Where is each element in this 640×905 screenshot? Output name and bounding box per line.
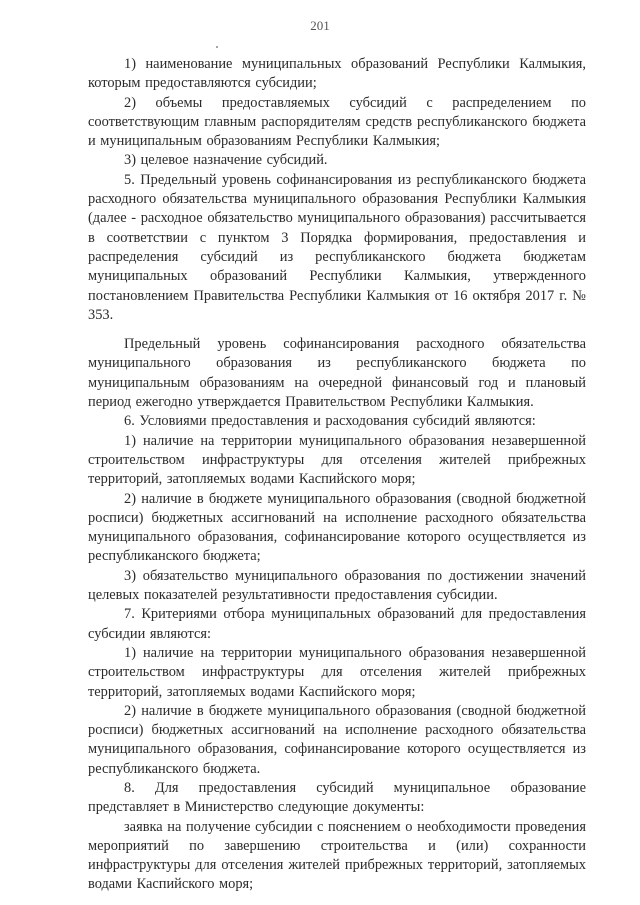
paragraph-condition-1: 1) наличие на территории муниципального образования незавершенной строительством инфраструктуры для отселения жителей прибрежных территорий, затопляемых водами Каспийского моря; xyxy=(88,432,586,488)
paragraph-clause-7: 7. Критериями отбора муниципальных образований для предоставления субсидии являются: xyxy=(88,606,586,642)
document-body xyxy=(88,55,586,895)
paragraph-application: заявка на получение субсидии с пояснением о необходимости проведения мероприятий по завершению строительства и (или) сохранности инфраструктуры для отселения жителей прибрежных территорий, затопляемых водами Каспийского моря; xyxy=(88,818,586,893)
scan-speck xyxy=(216,46,218,48)
paragraph-cofinancing-level: Предельный уровень софинансирования расходного обязательства муниципального образования из республиканского бюджета по муниципальным образованиям на очередной финансовый год и плановый период ежегодно утверждается Правительством Республики Калмыкия. xyxy=(88,336,586,411)
paragraph-item-1: 1) наименование муниципальных образований Республики Калмыкия, которым предоставляются субсидии; xyxy=(88,56,586,92)
paragraph-clause-8: 8. Для предоставления субсидий муниципальное образование представляет в Министерство следующие документы: xyxy=(88,779,586,816)
page-number: 201 xyxy=(310,18,330,33)
paragraph-item-2: 2) объемы предоставляемых субсидий с распределением по соответствующим главным распорядителям средств республиканского бюджета и муниципальным образованиям Республики Калмыкия; xyxy=(88,94,586,150)
paragraph-condition-2: 2) наличие в бюджете муниципального образования (сводной бюджетной росписи) бюджетных ассигнований на исполнение расходного обязательства муниципального образования, софинансирование которого осуществляется из республиканского бюджета; xyxy=(88,490,586,565)
paragraph-criterion-1: 1) наличие на территории муниципального образования незавершенной строительством инфраструктуры для отселения жителей прибрежных территорий, затопляемых водами Каспийского моря; xyxy=(88,644,586,700)
paragraph-item-3: 3) целевое назначение субсидий. xyxy=(124,152,328,169)
paragraph-criterion-2: 2) наличие в бюджете муниципального образования (сводной бюджетной росписи) бюджетных ассигнований на исполнение расходного обязательства муниципального образования, софинансирование которого осуществляется из республиканского бюджета. xyxy=(88,702,586,777)
paragraph-clause-6: 6. Условиями предоставления и расходования субсидий являются: xyxy=(124,413,536,430)
paragraph-condition-3: 3) обязательство муниципального образования по достижении значений целевых показателей результативности предоставления субсидии. xyxy=(88,567,586,604)
paragraph-clause-5: 5. Предельный уровень софинансирования из республиканского бюджета расходного обязательства муниципального образования Республики Калмыкия (далее - расходное обязательство муниципального образования) рассчитывается в соответствии с пунктом 3 Порядка формирования, предоставления и распределения субсидий из республиканского бюджета бюджетам муниципальных образований Республики Калмыкия, утвержденного постановлением Правительства Республики Калмыкия от 16 октября 2017 г. № 353. xyxy=(88,171,586,323)
